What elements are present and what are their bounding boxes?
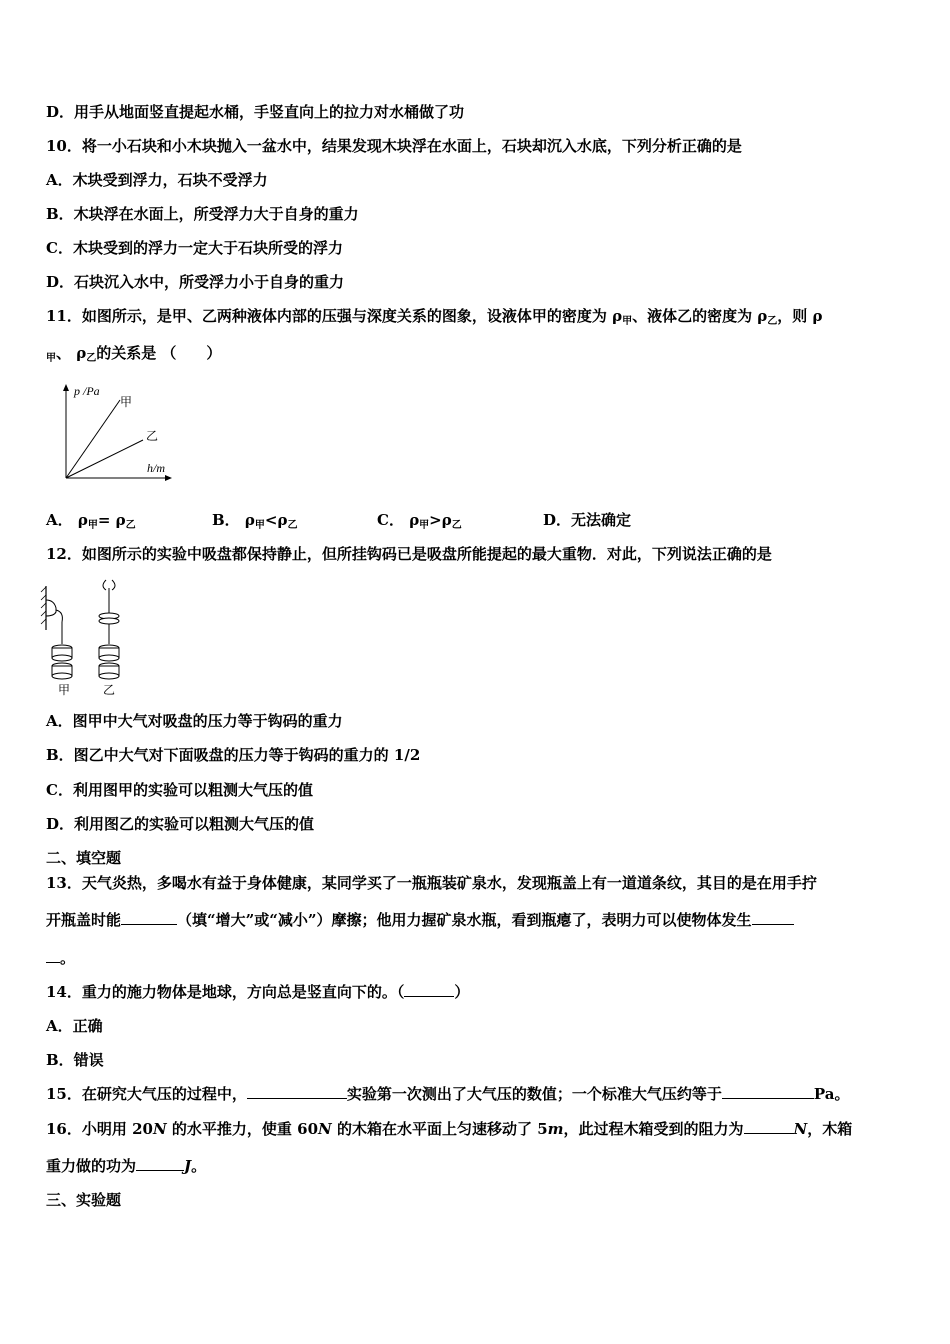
- q13-blank-2-cont: [46, 948, 60, 963]
- suction-cup-jia: [46, 600, 56, 616]
- x-axis-arrow: [165, 475, 172, 481]
- q16-line2: 重力做的功为 J。: [46, 1157, 207, 1175]
- q12-option-d: D．利用图乙的实验可以粗测大气压的值: [46, 815, 315, 833]
- q11-pressure-depth-graph: [58, 380, 178, 485]
- q11-option-d: D．无法确定: [543, 511, 632, 529]
- q12-option-b: B．图乙中大气对下面吸盘的压力等于钩码的重力的 1/2: [46, 746, 421, 764]
- q15-blank-1[interactable]: [247, 1084, 347, 1099]
- q11-option-a: A． $\rho_甲= \rho_乙$: [46, 511, 136, 531]
- suction-cup-yi-bottom: [99, 618, 119, 624]
- section-experiment-heading: 三、实验题: [46, 1191, 122, 1209]
- q13-blank-2[interactable]: [752, 910, 794, 925]
- q16-blank-2[interactable]: [136, 1156, 184, 1171]
- y-axis-arrow: [63, 384, 69, 391]
- y-axis-label: p /Pa: [74, 384, 100, 398]
- label-yi: 乙: [146, 429, 159, 443]
- q12-suction-cup-figure: [40, 578, 130, 700]
- q16-stem: 16．小明用 20N 的水平推力，使重 60N 的木箱在水平面上匀速移动了 5m，此过程木箱受到的阻力为 N，木箱: [46, 1120, 853, 1138]
- q15-stem: 15．在研究大气压的过程中， 实验第一次测出了大气压的数值；一个标准大气压约等于 Pa。: [46, 1085, 850, 1103]
- q13-line3: 。: [46, 948, 75, 968]
- q11-stem: 11．如图所示，是甲、乙两种液体内部的压强与深度关系的图象，设液体甲的密度为 $\rho_甲$、液体乙的密度为 $\rho_乙$，则 ρ: [46, 307, 823, 327]
- q9-option-d: D．用手从地面竖直提起水桶，手竖直向上的拉力对水桶做了功: [46, 103, 465, 121]
- label-jia: 甲: [120, 395, 133, 409]
- q13-line1: 13．天气炎热，多喝水有益于身体健康，某同学买了一瓶瓶装矿泉水，发现瓶盖上有一道道条纹，其目的是在用手拧: [46, 874, 817, 892]
- q13-blank-1[interactable]: [121, 910, 177, 925]
- hook-jia: [56, 610, 62, 622]
- q12-option-c: C．利用图甲的实验可以粗测大气压的值: [46, 781, 313, 799]
- q10-stem: 10．将一小石块和小木块抛入一盆水中，结果发现木块浮在水面上，石块却沉入水底，下列分析正确的是: [46, 137, 742, 155]
- line-jia: [66, 400, 120, 478]
- q11-stem-line2: $_甲$、 $\rho_乙$的关系是 （ ）: [46, 344, 222, 364]
- weight-yi-1-bottom: [99, 655, 119, 661]
- q14-stem: 14．重力的施力物体是地球，方向总是竖直向下的。（ ）: [46, 983, 470, 1001]
- x-axis-label: h/m: [147, 461, 165, 475]
- weight-jia-2-bottom: [52, 673, 72, 679]
- q10-option-a: A．木块受到浮力，石块不受浮力: [46, 171, 268, 189]
- q16-blank-1[interactable]: [744, 1119, 794, 1134]
- q14-option-b: B．错误: [46, 1051, 104, 1069]
- section-fill-in-heading: 二、填空题: [46, 849, 122, 867]
- q12-stem: 12．如图所示的实验中吸盘都保持静止，但所挂钩码已是吸盘所能提起的最大重物．对此，下列说法正确的是: [46, 545, 772, 563]
- wall-hatching: [41, 587, 46, 624]
- q12-option-a: A．图甲中大气对吸盘的压力等于钩码的重力: [46, 712, 343, 730]
- fig-label-yi: 乙: [103, 683, 116, 697]
- q14-blank[interactable]: [404, 982, 454, 997]
- weight-yi-2-bottom: [99, 673, 119, 679]
- q10-option-c: C．木块受到的浮力一定大于石块所受的浮力: [46, 239, 343, 257]
- weight-jia-1-bottom: [52, 655, 72, 661]
- q10-option-b: B．木块浮在水面上，所受浮力大于自身的重力: [46, 205, 359, 223]
- q13-line2: 开瓶盖时能 （填“增大”或“减小”）摩擦；他用力握矿泉水瓶，看到瓶瘪了，表明力可以使物体发生: [46, 910, 794, 930]
- q11-option-b: B． $\rho_甲<\rho_乙$: [212, 511, 298, 531]
- q15-blank-2[interactable]: [722, 1084, 814, 1099]
- q11-option-c: C． $\rho_甲>\rho_乙$: [377, 511, 462, 531]
- line-yi: [66, 440, 143, 478]
- q14-option-a: A．正确: [46, 1017, 103, 1035]
- q10-option-d: D．石块沉入水中，所受浮力小于自身的重力: [46, 273, 345, 291]
- fig-label-jia: 甲: [58, 683, 71, 697]
